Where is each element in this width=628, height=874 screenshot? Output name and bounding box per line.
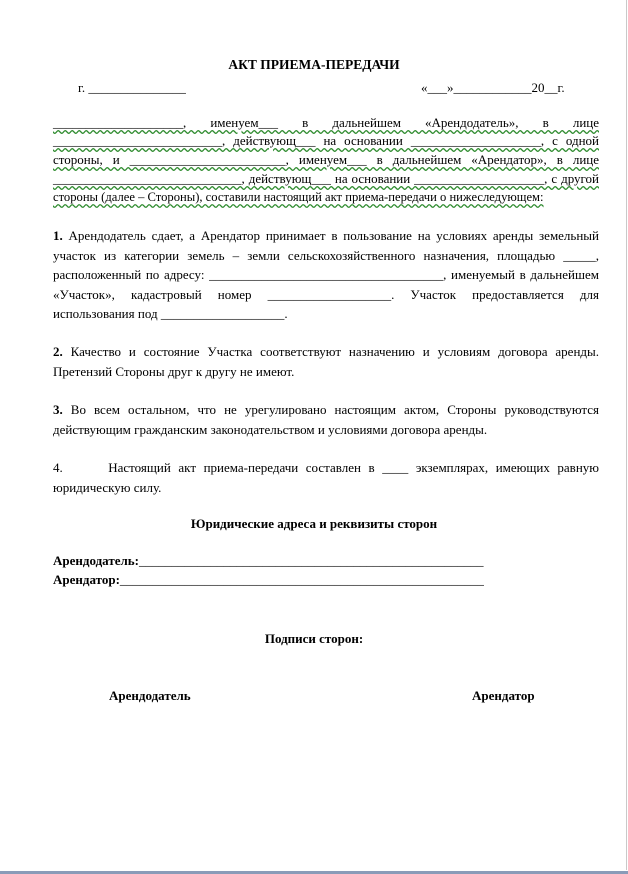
landlord-requisites-line: _____________________________________________________ — [138, 553, 484, 568]
tenant-signature: Арендатор — [472, 688, 535, 703]
clause-2-text: Качество и состояние Участка соответствуют назначению и условиям договора аренды. Претензий Стороны друг к другу не имеют. — [53, 344, 599, 379]
preamble-line-4: _____________________________, действующ___ на основании ____________________, с другой — [53, 171, 599, 186]
preamble-line-2: __________________________, действующ___ на основании ____________________, с одной — [53, 133, 599, 148]
tenant-label: Арендатор: — [53, 572, 120, 587]
city-field: г. _______________ — [78, 80, 186, 95]
tenant-requisites — [53, 572, 484, 588]
clause-4-text: Настоящий акт приема-передачи составлен в ____ экземплярах, имеющих равную юридическую силу. — [53, 460, 603, 495]
preamble-line-3: стороны, и ________________________, именуем___ в дальнейшем «Арендатор», в лице — [53, 152, 599, 167]
clause-2-number: 2. — [53, 344, 63, 359]
clause-4-number: 4. — [53, 460, 63, 475]
landlord-label: Арендодатель: — [53, 553, 139, 568]
preamble-line-1: ____________________, именуем___ в дальнейшем «Арендодатель», в лице — [53, 115, 599, 130]
signatures-heading: Подписи сторон: — [264, 631, 364, 646]
clause-2 — [53, 342, 599, 381]
landlord-signature: Арендодатель — [109, 688, 191, 703]
clause-1-text: Арендодатель сдает, а Арендатор принимает в пользование на условиях аренды земельный участок из категории земель – земли сельскохозяйственного назначения, площадью _____, расположенный по адресу: ____________________________________, именуемый в дальнейшем «Участок», кадастровый номер ___________________. Участок предоставляется для использования под ___________________. — [53, 228, 599, 321]
clause-3-text: Во всем остальном, что не урегулировано настоящим актом, Стороны руководствуются действующим гражданским законодательством и условиями договора аренды. — [53, 402, 599, 437]
clause-3-number: 3. — [53, 402, 63, 417]
clause-4 — [53, 458, 603, 497]
document-title: АКТ ПРИЕМА-ПЕРЕДАЧИ — [228, 57, 400, 72]
clause-1-number: 1. — [53, 228, 63, 243]
requisites-heading: Юридические адреса и реквизиты сторон — [190, 516, 438, 531]
tenant-requisites-line: ________________________________________________________ — [119, 572, 484, 587]
clause-3 — [53, 400, 599, 439]
clause-1 — [53, 226, 599, 324]
preamble-line-5: стороны (далее – Стороны), составили настоящий акт приема-передачи о нижеследующем: — [53, 190, 544, 204]
date-field: «___»____________20__г. — [421, 80, 565, 95]
landlord-requisites — [53, 553, 483, 569]
